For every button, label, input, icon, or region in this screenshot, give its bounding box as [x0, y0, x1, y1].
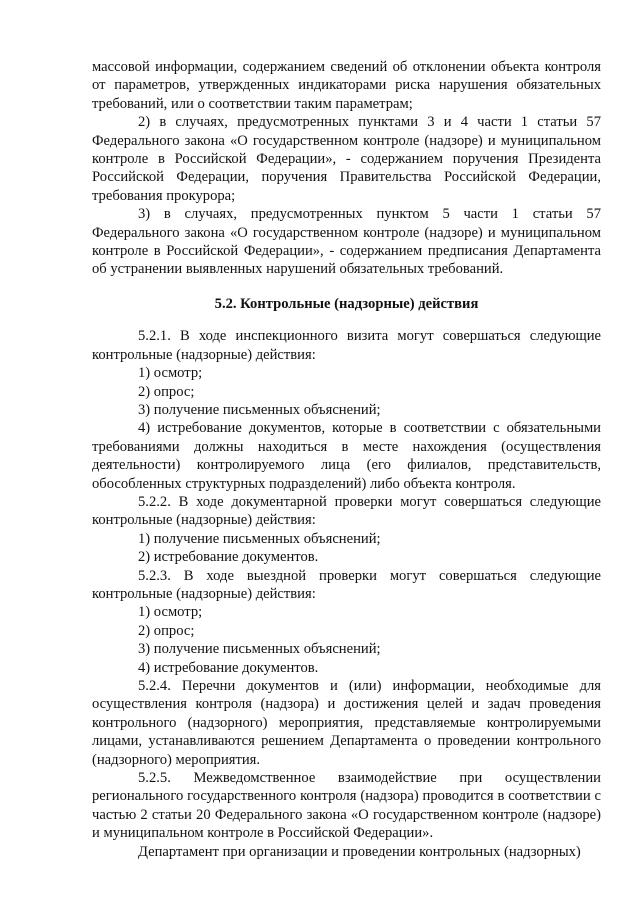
paragraph-documents-request: 4) истребование документов, которые в соответствии с обязательными требованиями должны находиться в месте нахождения (осуществления деятельности) контролируемого лица (его филиалов, представительств, обособленных структурных подразделений) либо объекта контроля. [92, 420, 601, 492]
section-heading: 5.2. Контрольные (надзорные) действия [214, 295, 479, 312]
list-item: 2) опрос; [138, 383, 195, 400]
paragraph-5-2-1: 5.2.1. В ходе инспекционного визита могут совершаться следующие контрольные (надзорные) действия: [92, 328, 601, 363]
paragraph-5-2-4: 5.2.4. Перечни документов и (или) информации, необходимые для осуществления контроля (надзора) и достижения целей и задач проведения контрольного (надзорного) мероприятия, представляемые контролируемыми лицами, устанавливаются решением Департамента о проведении контрольного (надзорного) мероприятия. [92, 678, 601, 768]
list-item: 3) получение письменных объяснений; [138, 641, 381, 658]
list-item: 2) опрос; [138, 622, 195, 639]
paragraph-item-2: 2) в случаях, предусмотренных пунктами 3 и 4 части 1 статьи 57 Федерального закона «О государственном контроле (надзоре) и муниципальном контроле в Российской Федерации», - содержанием поручения Президента Российской Федерации, поручения Правительства Российской Федерации, требования прокурора; [92, 114, 601, 204]
paragraph-5-2-2: 5.2.2. В ходе документарной проверки могут совершаться следующие контрольные (надзорные) действия: [92, 493, 601, 529]
paragraph-5-2-3: 5.2.3. В ходе выездной проверки могут совершаться следующие контрольные (надзорные) действия: [92, 567, 601, 602]
paragraph-5-2-5: 5.2.5. Межведомственное взаимодействие при осуществлении регионального государственного контроля (надзора) проводится в соответствии с частью 2 статьи 20 Федерального закона «О государственном контроле (надзоре) и муниципальном контроле в Российской Федерации». [92, 770, 601, 842]
list-item: 1) получение письменных объяснений; [138, 530, 381, 547]
paragraph-item-3: 3) в случаях, предусмотренных пунктом 5 части 1 статьи 57 Федерального закона «О государственном контроле (надзоре) и муниципальном контроле в Российской Федерации», - содержанием предписания Департамента об устранении выявленных нарушений обязательных требований. [92, 206, 601, 278]
list-item: 3) получение письменных объяснений; [138, 401, 381, 418]
list-item: 1) осмотр; [138, 604, 203, 621]
document-page [92, 58, 601, 861]
paragraph-department: Департамент при организации и проведении контрольных (надзорных) [138, 843, 581, 860]
list-item: 2) истребование документов. [138, 549, 319, 566]
paragraph-indicators-of-risk: массовой информации, содержанием сведений об отклонении объекта контроля от параметров, утвержденных индикаторами риска нарушения обязательных требований, или о соответствии таким параметрам; [92, 59, 601, 112]
list-item: 1) осмотр; [138, 365, 203, 382]
list-item: 4) истребование документов. [138, 659, 319, 676]
